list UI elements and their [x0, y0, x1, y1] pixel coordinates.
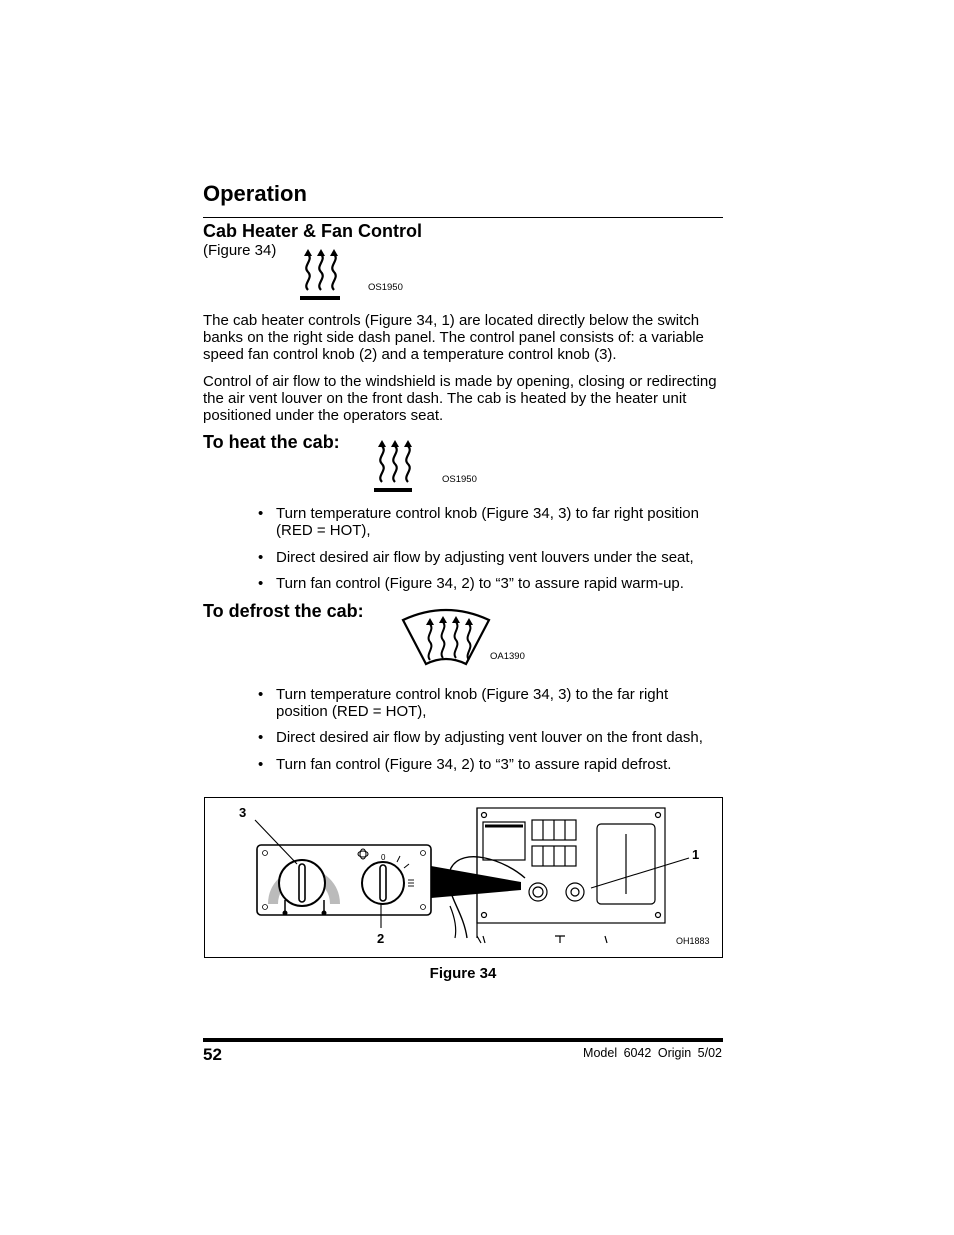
defrost-bullet-list — [258, 686, 708, 773]
list-item: • Direct desired air flow by adjusting vent louvers under the seat, — [258, 549, 694, 566]
list-item: • Turn fan control (Figure 34, 2) to “3” to assure rapid defrost. — [258, 756, 672, 773]
heater-icon — [298, 248, 344, 302]
figure-code: OH1883 — [676, 936, 710, 946]
list-item: • Turn fan control (Figure 34, 2) to “3” to assure rapid warm-up. — [258, 575, 684, 592]
intro-paragraph: The cab heater controls (Figure 34, 1) are located directly below the switch banks on the right side dash panel. The control panel consists of: a variable speed fan control knob (2) and a temperature control knob (3). — [203, 312, 704, 363]
figure-reference: (Figure 34) — [203, 242, 277, 259]
page-number: 52 — [203, 1045, 222, 1064]
airflow-paragraph: Control of air flow to the windshield is made by opening, closing or redirecting the air vent louver on the front dash. The cab is heated by the heater unit positioned under the operators seat. — [203, 373, 717, 424]
figure-34-frame — [204, 797, 723, 958]
heat-heading: To heat the cab: — [203, 432, 340, 452]
cab-heater-heading: Cab Heater & Fan Control — [203, 221, 423, 241]
callout-2: 2 — [377, 931, 385, 946]
bottom-rule — [203, 1038, 723, 1042]
heat-icon-code: OS1950 — [442, 474, 477, 485]
defrost-icon — [400, 606, 492, 668]
list-item: • Direct desired air flow by adjusting vent louver on the front dash, — [258, 729, 703, 746]
top-rule — [203, 217, 723, 218]
heater-icon-code: OS1950 — [368, 282, 403, 293]
defrost-heading: To defrost the cab: — [203, 601, 364, 621]
list-item: • Turn temperature control knob (Figure 34, 3) to far right position (RED = HOT), — [258, 505, 699, 539]
heater-control-illustration — [205, 798, 722, 957]
callout-1: 1 — [692, 847, 700, 862]
heater-icon — [372, 438, 418, 494]
figure-caption: Figure 34 — [429, 965, 497, 982]
section-title: Operation — [203, 181, 307, 206]
footer-model-origin: Model 6042 Origin 5/02 — [583, 1046, 722, 1060]
callout-3: 3 — [239, 805, 247, 820]
fan-mark-zero: 0 — [381, 853, 386, 862]
list-item: • Turn temperature control knob (Figure 34, 3) to the far right position (RED = HOT), — [258, 686, 669, 720]
defrost-icon-code: OA1390 — [490, 651, 525, 662]
heat-bullet-list — [258, 505, 708, 592]
callout-1-leader — [591, 858, 689, 888]
